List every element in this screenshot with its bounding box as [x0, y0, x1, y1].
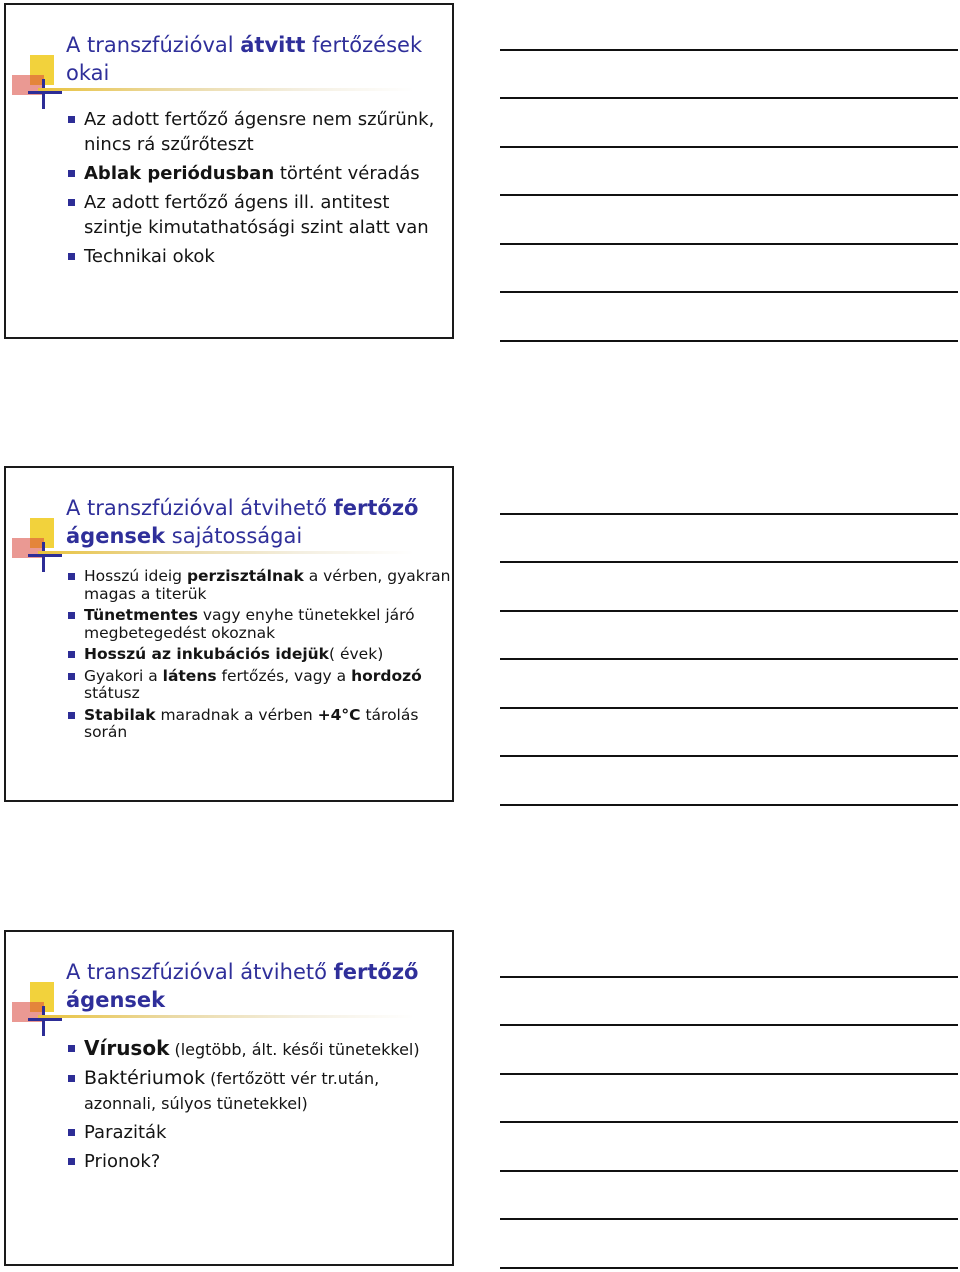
bullet-icon [68, 253, 75, 260]
note-line [500, 976, 958, 978]
note-line [500, 1024, 958, 1026]
text-run: átvitt [240, 33, 306, 57]
text-run: a vérben, gyakran magas a titerük [84, 567, 451, 603]
note-line [500, 610, 958, 612]
text-run: fertőzések okai [66, 33, 423, 85]
list-item [68, 161, 452, 186]
text-run: történt véradás [274, 163, 420, 184]
title-divider [38, 88, 414, 91]
note-line [500, 561, 958, 563]
text-run: Ablak periódusban [84, 163, 275, 184]
list-item [68, 607, 452, 642]
note-line [500, 97, 958, 99]
text-run: Hosszú ideig [84, 567, 187, 585]
text-run: A transzfúzióval [66, 33, 241, 57]
text-run: Vírusok [84, 1036, 170, 1060]
slide-title [66, 958, 446, 1014]
slide-decoration-icon [10, 55, 70, 111]
note-line [500, 1121, 958, 1123]
slide-1 [4, 3, 454, 339]
text-run: fertőző ágensek [66, 960, 419, 1012]
text-run: Baktériumok [84, 1067, 206, 1089]
bullet-list [68, 568, 452, 746]
list-item [68, 1036, 452, 1062]
text-run: hordozó [351, 666, 422, 685]
text-run: maradnak a vérben [155, 705, 318, 724]
bullet-icon [68, 673, 75, 680]
bullet-icon [68, 1045, 75, 1052]
bullet-icon [68, 612, 75, 619]
text-run: Gyakori a [84, 666, 163, 685]
bullet-list [68, 1036, 452, 1178]
slide-2 [4, 466, 454, 802]
text-run: státusz [84, 684, 140, 702]
text-run: Stabilak [84, 705, 156, 724]
bullet-icon [68, 170, 75, 177]
note-line [500, 1073, 958, 1075]
bullet-icon [68, 199, 75, 206]
note-line [500, 513, 958, 515]
text-run: Technikai okok [84, 246, 215, 267]
note-line [500, 755, 958, 757]
text-run: (legtöbb, ált. késői tünetekkel) [169, 1040, 420, 1059]
text-run: ( évek) [329, 645, 384, 663]
note-line [500, 146, 958, 148]
list-item [68, 1120, 452, 1145]
text-run: Az adott fertőző ágens ill. antitest szintje kimutathatósági szint alatt van [84, 192, 429, 238]
bullet-list [68, 107, 452, 273]
list-item [68, 707, 452, 742]
list-item [68, 1149, 452, 1174]
note-line [500, 707, 958, 709]
list-item [68, 1066, 452, 1116]
title-divider [38, 551, 414, 554]
text-run: A transzfúzióval átvihető [66, 496, 334, 520]
slide-decoration-icon [10, 518, 70, 574]
list-item [68, 190, 452, 240]
note-line [500, 194, 958, 196]
note-line [500, 49, 958, 51]
note-line [500, 1267, 958, 1269]
text-run: A transzfúzióval átvihető [66, 960, 334, 984]
text-run: +4°C [317, 705, 361, 724]
text-run: Prionok? [84, 1151, 161, 1172]
bullet-icon [68, 573, 75, 580]
text-run: tárolás során [84, 705, 419, 741]
note-line [500, 1170, 958, 1172]
text-run: Az adott fertőző ágensre nem szűrünk, nincs rá szűrőteszt [84, 109, 435, 155]
note-line [500, 340, 958, 342]
title-divider [38, 1015, 414, 1018]
text-run: vagy enyhe tünetekkel járó megbetegedést okoznak [84, 606, 415, 642]
slide-title [66, 31, 446, 87]
text-run: fertőző ágensek [66, 496, 419, 548]
list-item [68, 646, 452, 664]
bullet-icon [68, 116, 75, 123]
note-line [500, 804, 958, 806]
bullet-icon [68, 1129, 75, 1136]
bullet-icon [68, 651, 75, 658]
note-line [500, 658, 958, 660]
note-line [500, 1218, 958, 1220]
slide-3 [4, 930, 454, 1266]
list-item [68, 244, 452, 269]
text-run: Tünetmentes [84, 606, 198, 624]
text-run: Paraziták [84, 1122, 167, 1143]
text-run: fertőzés, vagy a [216, 666, 352, 685]
list-item [68, 107, 452, 157]
bullet-icon [68, 1158, 75, 1165]
bullet-icon [68, 1075, 75, 1082]
text-run: (fertőzött vér tr.után, azonnali, súlyos tünetekkel) [84, 1069, 380, 1113]
text-run: Hosszú az inkubációs idejük [84, 645, 329, 663]
slide-decoration-icon [10, 982, 70, 1038]
text-run: perzisztálnak [186, 567, 304, 585]
list-item [68, 668, 452, 703]
bullet-icon [68, 712, 75, 719]
list-item [68, 568, 452, 603]
text-run: sajátosságai [165, 524, 303, 548]
slide-title [66, 494, 446, 550]
note-line [500, 243, 958, 245]
note-line [500, 291, 958, 293]
text-run: látens [162, 666, 217, 685]
